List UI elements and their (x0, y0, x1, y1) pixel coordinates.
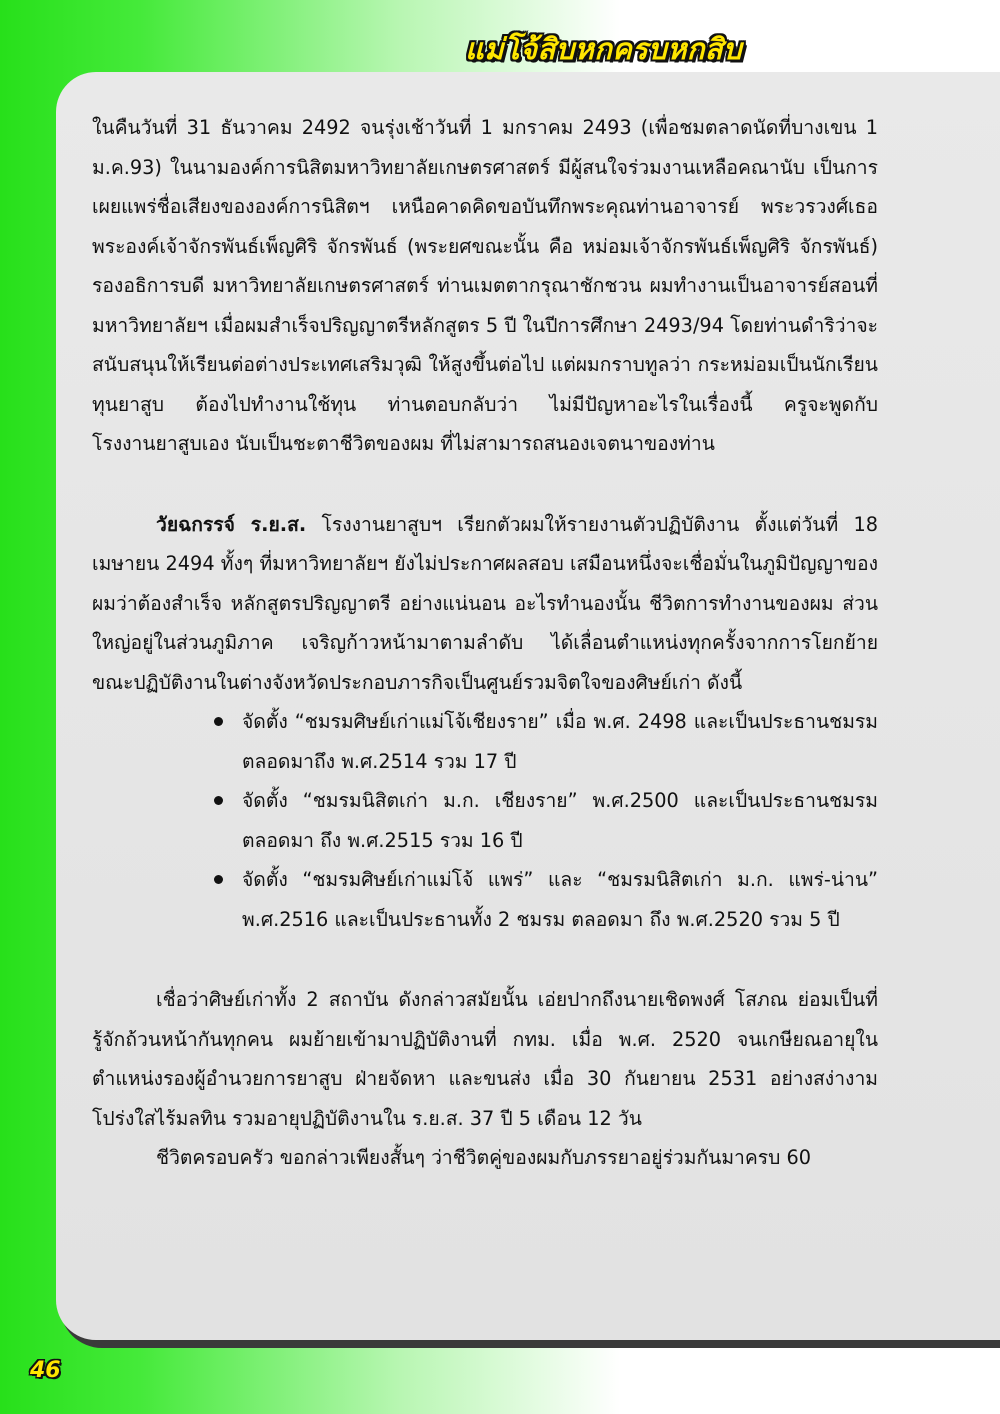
bullet-icon (214, 717, 223, 726)
paragraph-2-heading: วัยฉกรรจ์ ร.ย.ส. (156, 512, 307, 536)
list-item (242, 860, 878, 939)
page-header-title: แม่โจ้สิบหกครบหกสิบ (465, 32, 742, 66)
list-item (242, 781, 878, 860)
list-item-text: จัดตั้ง “ชมรมศิษย์เก่าแม่โจ้ แพร่” และ “ชมรมนิสิตเก่า ม.ก. แพร่-น่าน” พ.ศ.2516 และเป็นประธานทั้ง 2 ชมรม ตลอดมา ถึง พ.ศ.2520 รวม 5 ปี (242, 868, 878, 931)
paragraph-gap (92, 464, 878, 505)
list-item-text: จัดตั้ง “ชมรมศิษย์เก่าแม่โจ้เชียงราย” เมื่อ พ.ศ. 2498 และเป็นประธานชมรมตลอดมาถึง พ.ศ.2514 รวม 17 ปี (242, 710, 878, 773)
paragraph-2-text: โรงงานยาสูบฯ เรียกตัวผมให้รายงานตัวปฏิบัติงาน ตั้งแต่วันที่ 18 เมษายน 2494 ทั้งๆ ที่มหาวิทยาลัยฯ ยังไม่ประกาศผลสอบ เสมือนหนึ่งจะเชื่อมั่นในภูมิปัญญาของผมว่าต้องสำเร็จ หลักสูตรปริญญาตรี อย่างแน่นอน อะไรทำนองนั้น ชีวิตการทำงานของผม ส่วนใหญ่อยู่ในส่วนภูมิภาค เจริญก้าวหน้ามาตามลำดับ ได้เลื่อนตำแหน่งทุกครั้งจากการโยกย้าย ขณะปฏิบัติงานในต่างจังหวัดประกอบภารกิจเป็นศูนย์รวมจิตใจของศิษย์เก่า ดังนี้ (92, 512, 878, 694)
list-item (242, 702, 878, 781)
paragraph-2 (92, 505, 878, 703)
bullet-icon (214, 796, 223, 805)
list-item-text: จัดตั้ง “ชมรมนิสิตเก่า ม.ก. เชียงราย” พ.ศ.2500 และเป็นประธานชมรมตลอดมา ถึง พ.ศ.2515 รวม 16 ปี (242, 789, 878, 852)
paragraph-gap (92, 939, 878, 980)
article-body (92, 108, 878, 1178)
paragraph-3: เชื่อว่าศิษย์เก่าทั้ง 2 สถาบัน ดังกล่าวสมัยนั้น เอ่ยปากถึงนายเชิดพงศ์ โสภณ ย่อมเป็นที่รู้จักถ้วนหน้ากันทุกคน ผมย้ายเข้ามาปฏิบัติงานที่ กทม. เมื่อ พ.ศ. 2520 จนเกษียณอายุในตำแหน่งรองผู้อำนวยการยาสูบ ฝ่ายจัดหา และขนส่ง เมื่อ 30 กันยายน 2531 อย่างสง่างามโปร่งใสไร้มลทิน รวมอายุปฏิบัติงานใน ร.ย.ส. 37 ปี 5 เดือน 12 วัน (92, 988, 878, 1130)
paragraph-4: ชีวิตครอบครัว ขอกล่าวเพียงสั้นๆ ว่าชีวิตคู่ของผมกับภรรยาอยู่ร่วมกันมาครบ 60 (156, 1146, 812, 1169)
page-number: 46 (30, 1358, 61, 1383)
bullet-list (92, 702, 878, 939)
paragraph-1: ในคืนวันที่ 31 ธันวาคม 2492 จนรุ่งเช้าวันที่ 1 มกราคม 2493 (เพื่อชมตลาดนัดที่บางเขน 1 ม.ค.93) ในนามองค์การนิสิตมหาวิทยาลัยเกษตรศาสตร์ มีผู้สนใจร่วมงานเหลือคณานับ เป็นการเผยแพร่ชื่อเสียงขององค์การนิสิตฯ เหนือคาดคิดขอบันทึกพระคุณท่านอาจารย์ พระวรวงศ์เธอพระองค์เจ้าจักรพันธ์เพ็ญศิริ จักรพันธ์ (พระยศขณะนั้น คือ หม่อมเจ้าจักรพันธ์เพ็ญศิริ จักรพันธ์) รองอธิการบดี มหาวิทยาลัยเกษตรศาสตร์ ท่านเมตตากรุณาชักชวน ผมทำงานเป็นอาจารย์สอนที่มหาวิทยาลัยฯ เมื่อผมสำเร็จปริญญาตรีหลักสูตร 5 ปี ในปีการศึกษา 2493/94 โดยท่านดำริว่าจะสนับสนุนให้เรียนต่อต่างประเทศเสริมวุฒิ ให้สูงขึ้นต่อไป แต่ผมกราบทูลว่า กระหม่อมเป็นนักเรียนทุนยาสูบ ต้องไปทำงานใช้ทุน ท่านตอบกลับว่า ไม่มีปัญหาอะไรในเรื่องนี้ ครูจะพูดกับโรงงานยาสูบเอง นับเป็นชะตาชีวิตของผม ที่ไม่สามารถสนองเจตนาของท่าน (92, 116, 879, 455)
bullet-icon (214, 875, 223, 884)
